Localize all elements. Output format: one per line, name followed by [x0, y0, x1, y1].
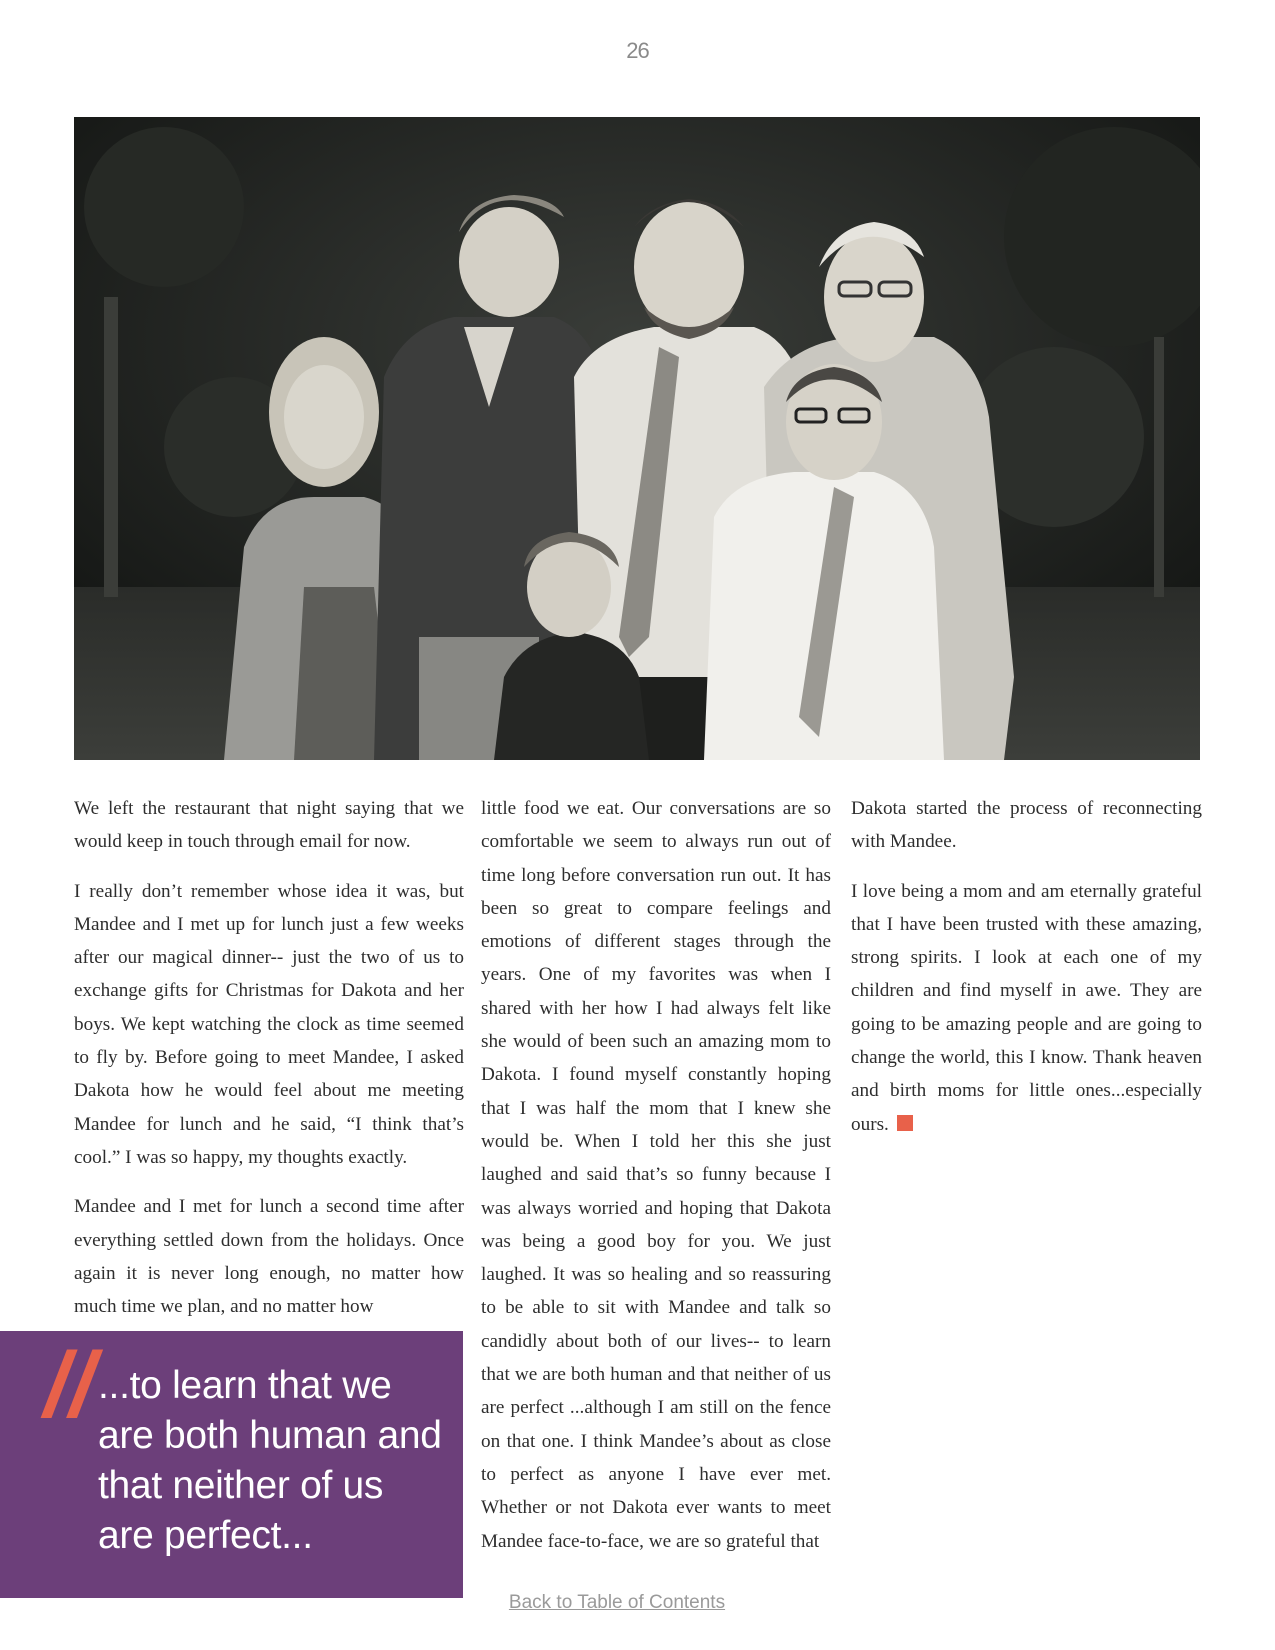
paragraph: Mandee and I met for lunch a second time after everything settled down from the holidays. Once again it is never long enough, no matter how much time we plan, and no matter how [74, 1196, 464, 1318]
end-square-icon [897, 1115, 913, 1131]
family-photo [74, 117, 1200, 760]
paragraph-last [851, 875, 1202, 1141]
paragraph-text: I love being a mom and am eternally grateful that I have been trusted with these amazing, strong spirits. I look at each one of my children and find myself in awe. They are going to be amazing people and are going to change the world, this I know. Thank heaven and birth moms for little ones...especially ours. [851, 880, 1202, 1135]
text-column-3 [851, 792, 1202, 1157]
text-column-1 [74, 792, 464, 1339]
pull-quote [0, 1331, 463, 1598]
quote-mark-icon: // [44, 1334, 96, 1436]
pull-quote-text: ...to learn that we are both human and that neither of us are perfect... [98, 1364, 442, 1557]
family-photo-illustration [74, 117, 1200, 760]
paragraph: Dakota started the process of reconnecting with Mandee. [851, 798, 1202, 853]
page-number: 26 [626, 38, 649, 63]
paragraph: little food we eat. Our conversations are so comfortable we seem to always run out of time long before conversation run out. It has been so great to compare feelings and emotions of different stages through the years. One of my favorites was when I shared with her how I had always felt like she would of been such an amazing mom to Dakota. I found myself constantly hoping that I was half the mom that I knew she would be. When I told her this she just laughed and said that’s so funny because I was always worried and hoping that Dakota was being a good boy for you. We just laughed. It was so healing and so reassuring to be able to sit with Mandee and talk so candidly about both of our lives-- to learn that we are both human and that neither of us are perfect ...although I am still on the fence on that one. I think Mandee’s about as close to perfect as anyone I have ever met. Whether or not Dakota ever wants to meet Mandee face-to-face, we are so grateful that [481, 798, 831, 1552]
paragraph: We left the restaurant that night saying that we would keep in touch through email for now. [74, 798, 464, 853]
paragraph: I really don’t remember whose idea it was, but Mandee and I met up for lunch just a few weeks after our magical dinner-- just the two of us to exchange gifts for Christmas for Dakota and her boys. We kept watching the clock as time seemed to fly by. Before going to meet Mandee, I asked Dakota how he would feel about me meeting Mandee for lunch and he said, “I think that’s cool.” I was so happy, my thoughts exactly. [74, 880, 464, 1168]
text-column-2 [481, 792, 831, 1574]
back-to-toc-link[interactable]: Back to Table of Contents [508, 1592, 726, 1613]
